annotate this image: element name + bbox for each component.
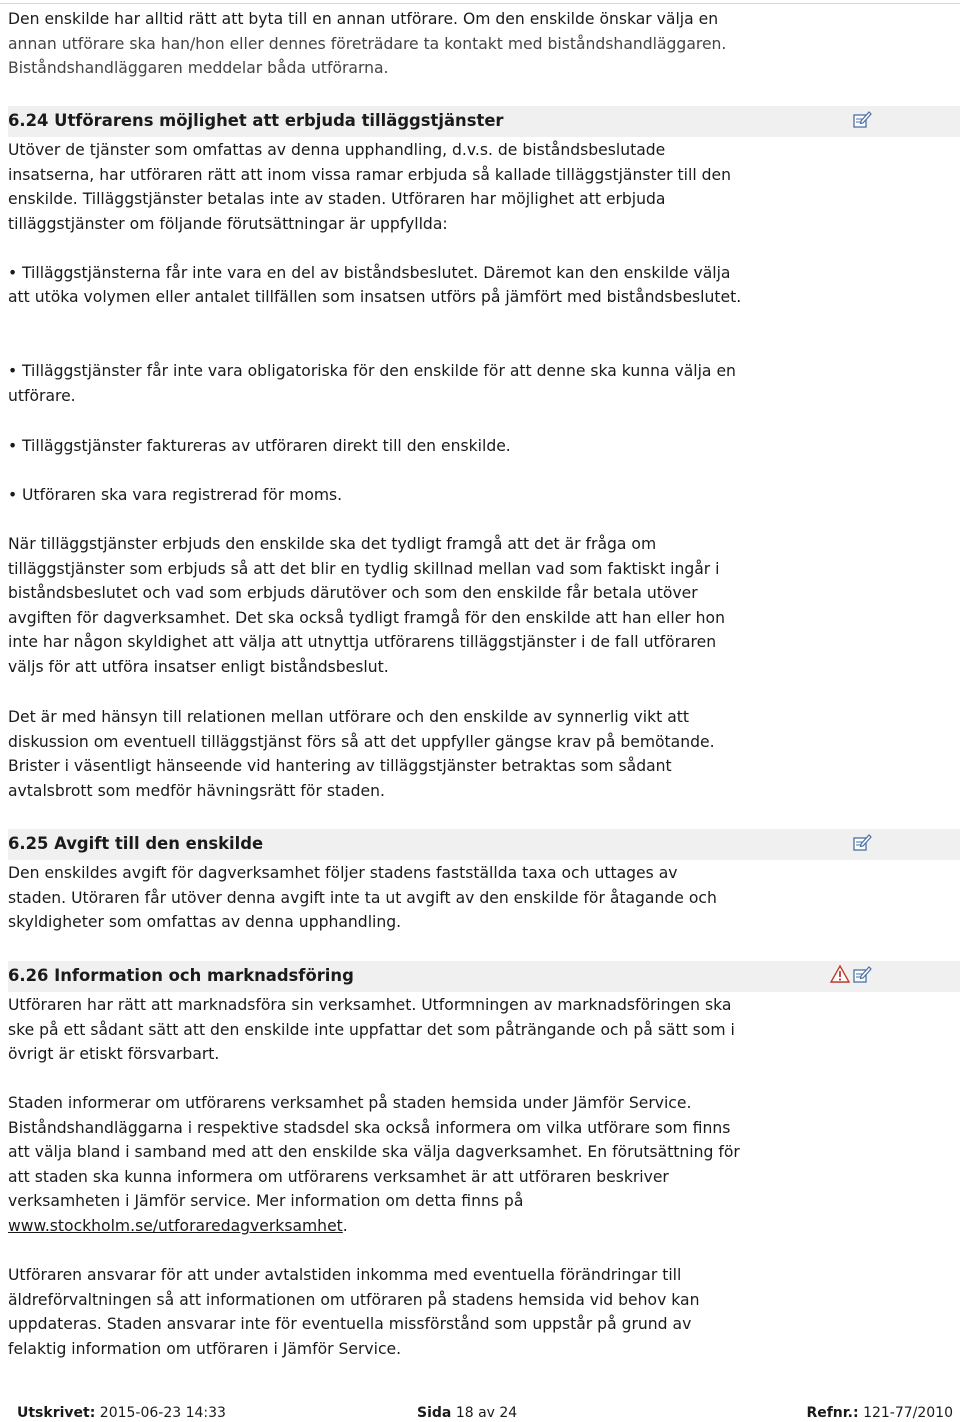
text-line: övrigt är etiskt försvarbart.: [8, 1045, 220, 1064]
printed-label: Utskrivet:: [17, 1405, 96, 1421]
edit-note-icon[interactable]: [852, 964, 872, 984]
section-title: 6.24 Utförarens möjlighet att erbjuda tilläggstjänster: [8, 111, 504, 130]
stockholm-link[interactable]: www.stockholm.se/utforaredagverksamhet: [8, 1216, 343, 1235]
text-line: staden. Utöraren får utöver denna avgift inte ta ut avgift av den enskilde för åtagande och: [8, 888, 717, 907]
list-item: [8, 359, 736, 384]
text-line: enskilde. Tilläggstjänster betalas inte av staden. Utföraren har möjlighet att erbjuda: [8, 190, 666, 209]
text-line: avgiften för dagverksamhet. Det ska också tydligt framgå för den enskilde att han eller hon: [8, 608, 725, 627]
text-line: ske på ett sådant sätt att den enskilde inte uppfattar det som påträngande och på sätt som i: [8, 1020, 735, 1039]
text-line: Utöver de tjänster som omfattas av denna upphandling, d.v.s. de biståndsbeslutade: [8, 141, 666, 159]
top-rule: [0, 3, 960, 4]
section-header-6-24: [8, 106, 960, 137]
text-line: insatserna, har utföraren rätt att inom vissa ramar erbjuda så kallade tilläggstjänster till den: [8, 165, 731, 184]
text-line: Den enskildes avgift för dagverksamhet följer stadens fastställda taxa och uttages av: [8, 864, 678, 882]
text-line: biståndsbeslutet och vad som erbjuds därutöver och som den enskilde får betala utöver: [8, 584, 698, 603]
text-line: annan utförare ska han/hon eller dennes företrädare ta kontakt med biståndshandläggaren.: [8, 34, 727, 53]
text-line: väljs för att utföra insatser enligt biståndsbeslut.: [8, 657, 389, 676]
link-suffix: .: [342, 1216, 348, 1235]
text-line: Biståndshandläggarna i respektive stadsdel ska också informera om vilka utförare som finns: [8, 1118, 731, 1137]
printed-date: [17, 1404, 226, 1422]
text-line: Det är med hänsyn till relationen mellan utförare och den enskilde av synnerlig vikt att: [8, 708, 689, 726]
bullet-list-3: [8, 434, 511, 459]
text-line: Brister i väsentligt hänseende vid hantering av tilläggstjänster betraktas som sådant: [8, 757, 672, 776]
warning-icon[interactable]: [830, 964, 850, 984]
page-value: 18 av 24: [455, 1405, 518, 1421]
paragraph: [8, 705, 715, 803]
text-line: utförare.: [8, 387, 76, 405]
text-line: avtalsbrott som medför hävningsrätt för staden.: [8, 781, 385, 800]
section-header-6-26: [8, 961, 960, 992]
header-icons: [852, 109, 872, 129]
text-line: tilläggstjänster om följande förutsättningar är uppfyllda:: [8, 214, 448, 233]
text-line: verksamheten i Jämför service. Mer information om detta finns på: [8, 1192, 524, 1211]
ref-value: 121-77/2010: [863, 1405, 953, 1421]
text-line: att utöka volymen eller antalet tillfällen som insatsen utförs på jämfört med biståndsbeslutet.: [8, 288, 742, 306]
paragraph: [8, 532, 725, 680]
text-line: Den enskilde har alltid rätt att byta till en annan utförare. Om den enskilde önskar välja en: [8, 10, 719, 28]
text-line: Tilläggstjänsterna får inte vara en del av biståndsbeslutet. Däremot kan den enskilde välja: [22, 264, 731, 282]
text-line: Biståndshandläggaren meddelar båda utförarna.: [8, 59, 389, 78]
ref-label: Refnr.:: [806, 1405, 859, 1421]
bullet-list-4: [8, 483, 342, 508]
text-line: äldreförvaltningen så att informationen om utföraren på stadens hemsida vid behov kan: [8, 1290, 700, 1309]
text-line: felaktig information om utföraren i Jämför Service.: [8, 1339, 402, 1358]
edit-note-icon[interactable]: [852, 109, 872, 129]
intro-paragraph: [8, 7, 726, 81]
reference-number: [806, 1404, 953, 1422]
text-line: diskussion om eventuell tilläggstjänst förs så att det uppfyller gängse krav på bemötande.: [8, 732, 715, 751]
text-line: tilläggstjänster som erbjuds så att det blir en tydlig skillnad mellan vad som faktiskt ingår i: [8, 559, 720, 578]
bullet-list-2: [8, 359, 736, 384]
list-item: [8, 261, 731, 286]
list-item: • Utföraren ska vara registrerad för moms.: [8, 483, 342, 508]
bullet-list-1: [8, 261, 731, 286]
paragraph: [8, 1091, 740, 1239]
text-line: Utföraren har rätt att marknadsföra sin verksamhet. Utformningen av marknadsföringen ska: [8, 996, 732, 1014]
page-label: Sida: [417, 1405, 452, 1421]
paragraph: [8, 1263, 699, 1361]
list-item: • Tilläggstjänster faktureras av utföraren direkt till den enskilde.: [8, 434, 511, 459]
header-icons: [852, 832, 872, 852]
section-body-6-26: [8, 993, 735, 1067]
text-line: skyldigheter som omfattas av denna upphandling.: [8, 913, 402, 932]
section-body-6-24: [8, 138, 731, 236]
text-line: Tilläggstjänster får inte vara obligatoriska för den enskilde för att denne ska kunna välja en: [22, 362, 736, 380]
text-line: inte har någon skyldighet att välja att utnyttja utförarens tilläggstjänster i de fall utföraren: [8, 633, 717, 652]
section-header-6-25: [8, 829, 960, 860]
text-line: Utföraren ansvarar för att under avtalstiden inkomma med eventuella förändringar till: [8, 1266, 682, 1284]
printed-value: 2015-06-23 14:33: [99, 1405, 226, 1421]
section-title: 6.25 Avgift till den enskilde: [8, 834, 264, 853]
link-line: [8, 1214, 740, 1239]
edit-note-icon[interactable]: [852, 832, 872, 852]
text-line: uppdateras. Staden ansvarar inte för eventuella missförstånd som uppstår på grund av: [8, 1315, 692, 1334]
section-body-6-25: [8, 861, 717, 935]
section-title: 6.26 Information och marknadsföring: [8, 966, 354, 985]
text-line: Staden informerar om utförarens verksamhet på staden hemsida under Jämför Service.: [8, 1094, 692, 1112]
text-line: att staden ska kunna informera om utförarens verksamhet är att utföraren beskriver: [8, 1167, 669, 1186]
page-number: [417, 1404, 517, 1422]
header-icons: [830, 964, 872, 984]
text-line: att välja bland i samband med att den enskilde ska välja dagverksamhet. En förutsättning för: [8, 1143, 740, 1162]
text-line: När tilläggstjänster erbjuds den enskilde ska det tydligt framgå att det är fråga om: [8, 535, 657, 553]
